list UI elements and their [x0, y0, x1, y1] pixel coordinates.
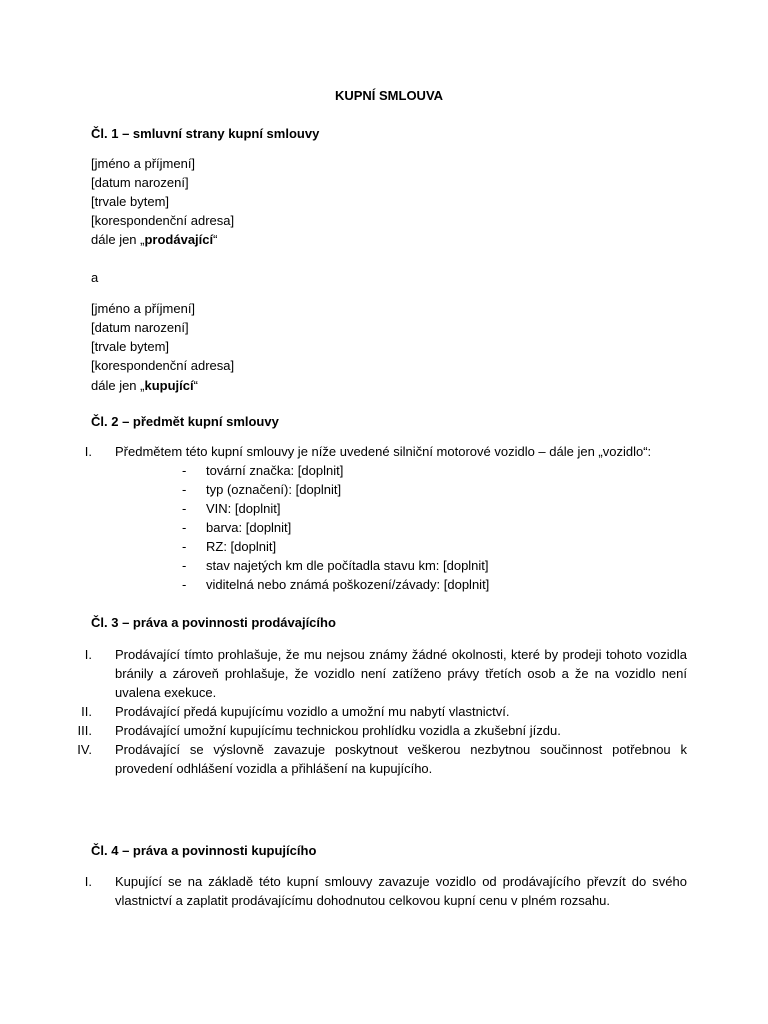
- spec-text: viditelná nebo známá poškození/závady: [doplnit]: [206, 577, 490, 592]
- spec-text: RZ: [doplnit]: [206, 539, 277, 554]
- designation-suffix: “: [213, 232, 218, 247]
- article-1-heading: Čl. 1 – smluvní strany kupní smlouvy: [91, 126, 320, 141]
- article-3-item-text: Prodávající předá kupujícímu vozidlo a umožní mu nabytí vlastnictví.: [115, 704, 510, 719]
- seller-birthdate-field: [datum narození]: [91, 175, 189, 190]
- dash-bullet: -: [182, 558, 187, 573]
- designation-suffix: “: [193, 378, 198, 393]
- seller-address-field: [korespondenční adresa]: [91, 213, 235, 228]
- seller-designation: [91, 230, 217, 249]
- article-3-item-numeral: III.: [77, 723, 92, 738]
- designation-prefix: dále jen „: [91, 378, 145, 393]
- seller-name-field: [jméno a příjmení]: [91, 156, 196, 171]
- parties-conjunction: a: [91, 270, 99, 285]
- article-4-heading: Čl. 4 – práva a povinnosti kupujícího: [91, 843, 317, 858]
- article-3-item-numeral: IV.: [77, 742, 92, 757]
- buyer-designation: [91, 376, 198, 395]
- spec-text: stav najetých km dle počítadla stavu km: [doplnit]: [206, 558, 489, 573]
- article-3-item-text: Prodávající se výslovně zavazuje poskytnout veškerou nezbytnou součinnost potřebnou k provedení odhlášení vozidla a přihlášení na kupujícího.: [115, 742, 687, 776]
- article-3-item-numeral: I.: [84, 647, 92, 662]
- spec-text: VIN: [doplnit]: [206, 501, 281, 516]
- dash-bullet: -: [182, 520, 187, 535]
- article-2-heading: Čl. 2 – předmět kupní smlouvy: [91, 414, 279, 429]
- document-title: KUPNÍ SMLOUVA: [334, 88, 444, 103]
- article-3-item-text: Prodávající umožní kupujícímu technickou prohlídku vozidla a zkušební jízdu.: [115, 723, 561, 738]
- spec-text: typ (označení): [doplnit]: [206, 482, 342, 497]
- spec-text: barva: [doplnit]: [206, 520, 292, 535]
- dash-bullet: -: [182, 539, 187, 554]
- article-2-intro-text: Předmětem této kupní smlouvy je níže uvedené silniční motorové vozidlo – dále jen „vozidlo“:: [115, 444, 652, 459]
- article-3-item-text: Prodávající tímto prohlašuje, že mu nejsou známy žádné okolnosti, které by prodeji tohoto vozidla bránily a zároveň prohlašuje, že vozidlo není zatíženo právy třetích osob a že na vozidlo není uvalena exekuce.: [115, 647, 687, 700]
- seller-designation-term: prodávající: [144, 232, 214, 247]
- dash-bullet: -: [182, 482, 187, 497]
- article-3-item-numeral: II.: [81, 704, 92, 719]
- dash-bullet: -: [182, 577, 187, 592]
- spec-text: tovární značka: [doplnit]: [206, 463, 344, 478]
- buyer-name-field: [jméno a příjmení]: [91, 301, 196, 316]
- article-2-item-numeral: I.: [84, 444, 92, 459]
- dash-bullet: -: [182, 463, 187, 478]
- article-4-item-numeral: I.: [84, 874, 92, 889]
- buyer-designation-term: kupující: [144, 378, 194, 393]
- buyer-residence-field: [trvale bytem]: [91, 339, 170, 354]
- designation-prefix: dále jen „: [91, 232, 145, 247]
- dash-bullet: -: [182, 501, 187, 516]
- article-3-heading: Čl. 3 – práva a povinnosti prodávajícího: [91, 615, 336, 630]
- buyer-address-field: [korespondenční adresa]: [91, 358, 235, 373]
- seller-residence-field: [trvale bytem]: [91, 194, 170, 209]
- article-4-item-text: Kupující se na základě této kupní smlouvy zavazuje vozidlo od prodávajícího převzít do svého vlastnictví a zaplatit prodávajícímu dohodnutou celkovou kupní cenu v plném rozsahu.: [115, 874, 687, 908]
- buyer-birthdate-field: [datum narození]: [91, 320, 189, 335]
